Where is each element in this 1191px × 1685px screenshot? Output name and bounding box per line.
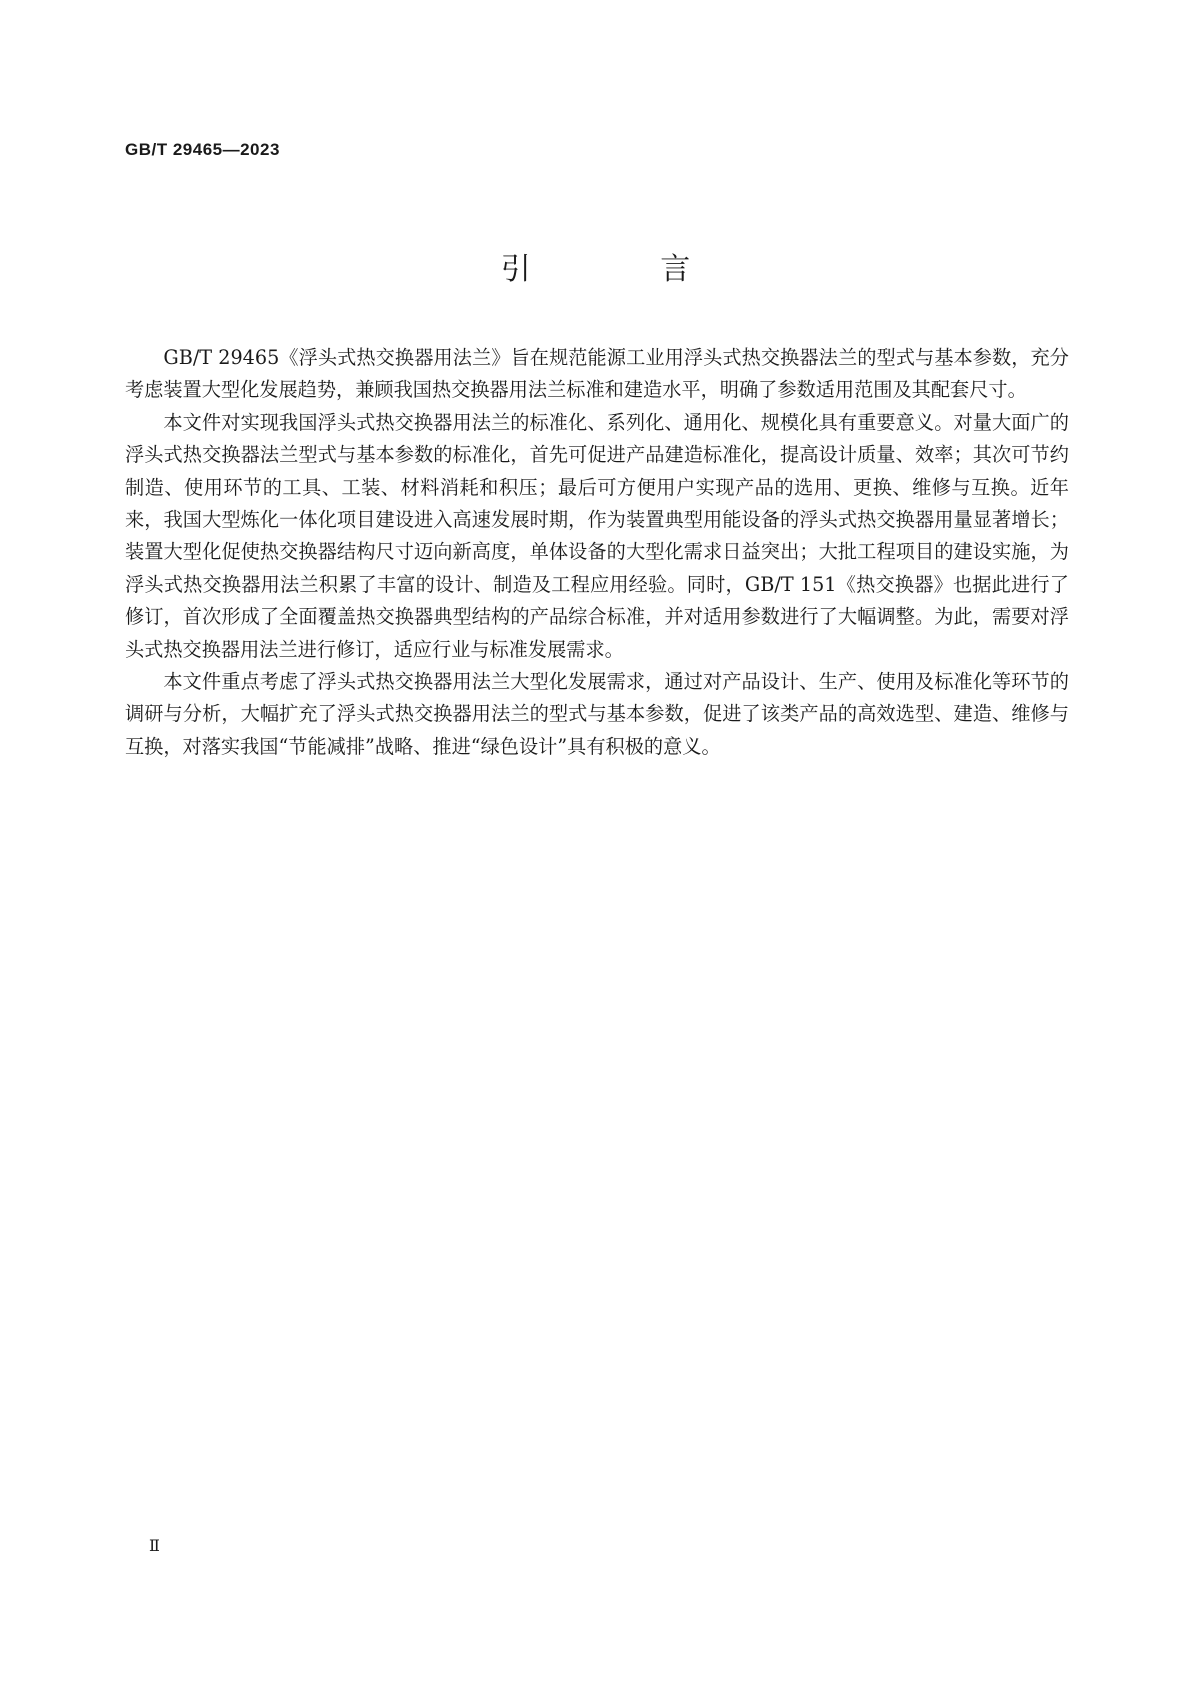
standard-code: GB/T 29465—2023	[125, 140, 280, 159]
page-number: Ⅱ	[149, 1536, 160, 1555]
paragraph-3: 本文件重点考虑了浮头式热交换器用法兰大型化发展需求，通过对产品设计、生产、使用及标准化等环节的调研与分析，大幅扩充了浮头式热交换器用法兰的型式与基本参数，促进了该类产品的高效选型、建造、维修与互换，对落实我国“节能减排”战略、推进“绿色设计”具有积极的意义。	[125, 670, 1069, 758]
page-title: 引 言	[500, 252, 751, 287]
paragraph-1: GB/T 29465《浮头式热交换器用法兰》旨在规范能源工业用浮头式热交换器法兰的型式与基本参数，充分考虑装置大型化发展趋势，兼顾我国热交换器用法兰标准和建造水平，明确了参数适用范围及其配套尺寸。	[125, 346, 1069, 402]
paragraph-2: 本文件对实现我国浮头式热交换器用法兰的标准化、系列化、通用化、规模化具有重要意义。对量大面广的浮头式热交换器法兰型式与基本参数的标准化，首先可促进产品建造标准化，提高设计质量、效率；其次可节约制造、使用环节的工具、工装、材料消耗和积压；最后可方便用户实现产品的选用、更换、维修与互换。近年来，我国大型炼化一体化项目建设进入高速发展时期，作为装置典型用能设备的浮头式热交换器用量显著增长；装置大型化促使热交换器结构尺寸迈向新高度，单体设备的大型化需求日益突出；大批工程项目的建设实施，为浮头式热交换器用法兰积累了丰富的设计、制造及工程应用经验。同时，GB/T 151《热交换器》也据此进行了修订，首次形成了全面覆盖热交换器典型结构的产品综合标准，并对适用参数进行了大幅调整。为此，需要对浮头式热交换器用法兰进行修订，适应行业与标准发展需求。	[125, 410, 1069, 661]
introduction-body	[125, 342, 1069, 763]
